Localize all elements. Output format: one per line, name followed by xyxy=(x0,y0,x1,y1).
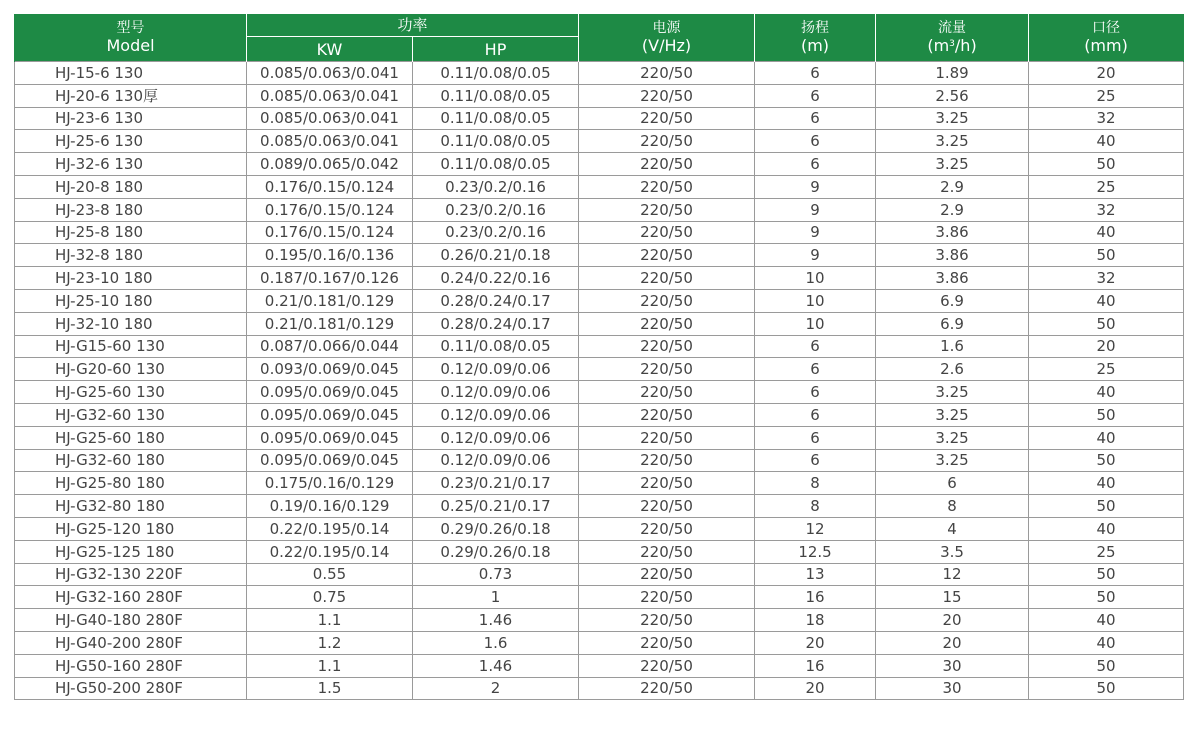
flow-cell: 2.6 xyxy=(876,358,1029,381)
flow-cell: 3.25 xyxy=(876,403,1029,426)
bore-cell: 50 xyxy=(1029,677,1184,700)
power-supply-cell: 220/50 xyxy=(579,563,755,586)
head-cell: 6 xyxy=(755,381,876,404)
bore-cell: 40 xyxy=(1029,472,1184,495)
power-supply-cell: 220/50 xyxy=(579,198,755,221)
bore-cell: 40 xyxy=(1029,221,1184,244)
flow-cell: 3.25 xyxy=(876,381,1029,404)
power-supply-cell: 220/50 xyxy=(579,267,755,290)
bore-cell: 50 xyxy=(1029,244,1184,267)
bore-cell: 50 xyxy=(1029,449,1184,472)
power-supply-cell: 220/50 xyxy=(579,381,755,404)
power-hp-cell: 0.23/0.2/0.16 xyxy=(413,198,579,221)
power-supply-cell: 220/50 xyxy=(579,153,755,176)
table-row xyxy=(15,495,1184,518)
bore-cell: 40 xyxy=(1029,609,1184,632)
power-kw-cell: 0.19/0.16/0.129 xyxy=(247,495,413,518)
power-hp-cell: 0.24/0.22/0.16 xyxy=(413,267,579,290)
model-cell: HJ-25-6 130 xyxy=(15,130,247,153)
power-supply-cell: 220/50 xyxy=(579,677,755,700)
power-hp-cell: 0.11/0.08/0.05 xyxy=(413,84,579,107)
model-cell: HJ-G50-160 280F xyxy=(15,654,247,677)
bore-cell: 50 xyxy=(1029,403,1184,426)
flow-cell: 3.86 xyxy=(876,244,1029,267)
head-cell: 6 xyxy=(755,426,876,449)
bore-cell: 40 xyxy=(1029,381,1184,404)
kw-header: KW xyxy=(247,37,413,62)
power-kw-cell: 0.55 xyxy=(247,563,413,586)
table-row xyxy=(15,449,1184,472)
head-header-en: (m) xyxy=(800,36,830,55)
power-kw-cell: 0.176/0.15/0.124 xyxy=(247,198,413,221)
power-supply-header-en: (V/Hz) xyxy=(641,36,692,55)
table-row xyxy=(15,84,1184,107)
power-kw-cell: 0.087/0.066/0.044 xyxy=(247,335,413,358)
bore-header-cn: 口径 xyxy=(1092,20,1121,36)
power-hp-cell: 1.6 xyxy=(413,631,579,654)
table-row xyxy=(15,289,1184,312)
power-kw-cell: 1.2 xyxy=(247,631,413,654)
flow-cell: 6.9 xyxy=(876,289,1029,312)
head-cell: 6 xyxy=(755,84,876,107)
power-kw-cell: 0.21/0.181/0.129 xyxy=(247,289,413,312)
power-supply-cell: 220/50 xyxy=(579,426,755,449)
head-cell: 10 xyxy=(755,312,876,335)
head-cell: 18 xyxy=(755,609,876,632)
head-header xyxy=(755,14,876,62)
power-hp-cell: 0.28/0.24/0.17 xyxy=(413,312,579,335)
head-header-cn: 扬程 xyxy=(801,20,830,36)
flow-cell: 15 xyxy=(876,586,1029,609)
power-hp-cell: 0.11/0.08/0.05 xyxy=(413,107,579,130)
table-row xyxy=(15,472,1184,495)
power-kw-cell: 0.22/0.195/0.14 xyxy=(247,540,413,563)
model-cell: HJ-G15-60 130 xyxy=(15,335,247,358)
power-kw-cell: 0.176/0.15/0.124 xyxy=(247,175,413,198)
table-row xyxy=(15,609,1184,632)
bore-cell: 32 xyxy=(1029,198,1184,221)
flow-cell: 3.25 xyxy=(876,449,1029,472)
bore-cell: 32 xyxy=(1029,107,1184,130)
power-hp-cell: 0.25/0.21/0.17 xyxy=(413,495,579,518)
flow-cell: 6 xyxy=(876,472,1029,495)
head-cell: 9 xyxy=(755,198,876,221)
head-cell: 6 xyxy=(755,153,876,176)
flow-cell: 3.25 xyxy=(876,107,1029,130)
model-cell: HJ-G25-125 180 xyxy=(15,540,247,563)
power-supply-cell: 220/50 xyxy=(579,221,755,244)
bore-cell: 20 xyxy=(1029,335,1184,358)
bore-cell: 50 xyxy=(1029,495,1184,518)
power-kw-cell: 0.095/0.069/0.045 xyxy=(247,426,413,449)
head-cell: 9 xyxy=(755,175,876,198)
power-hp-cell: 0.28/0.24/0.17 xyxy=(413,289,579,312)
model-cell: HJ-G32-60 130 xyxy=(15,403,247,426)
flow-cell: 1.89 xyxy=(876,62,1029,85)
power-supply-header xyxy=(579,14,755,62)
flow-cell: 6.9 xyxy=(876,312,1029,335)
bore-cell: 40 xyxy=(1029,631,1184,654)
power-supply-cell: 220/50 xyxy=(579,495,755,518)
flow-cell: 30 xyxy=(876,654,1029,677)
flow-cell: 1.6 xyxy=(876,335,1029,358)
table-row xyxy=(15,426,1184,449)
power-hp-cell: 0.26/0.21/0.18 xyxy=(413,244,579,267)
power-kw-cell: 0.187/0.167/0.126 xyxy=(247,267,413,290)
model-cell: HJ-25-10 180 xyxy=(15,289,247,312)
model-cell: HJ-23-10 180 xyxy=(15,267,247,290)
flow-cell: 4 xyxy=(876,517,1029,540)
table-row xyxy=(15,221,1184,244)
head-cell: 6 xyxy=(755,130,876,153)
model-cell: HJ-G20-60 130 xyxy=(15,358,247,381)
bore-cell: 32 xyxy=(1029,267,1184,290)
flow-cell: 2.9 xyxy=(876,175,1029,198)
power-hp-cell: 0.11/0.08/0.05 xyxy=(413,62,579,85)
table-row xyxy=(15,153,1184,176)
power-hp-cell: 0.11/0.08/0.05 xyxy=(413,130,579,153)
head-cell: 6 xyxy=(755,449,876,472)
model-cell: HJ-15-6 130 xyxy=(15,62,247,85)
model-cell: HJ-G32-130 220F xyxy=(15,563,247,586)
model-cell: HJ-25-8 180 xyxy=(15,221,247,244)
flow-unit-sup: 3 xyxy=(949,39,955,49)
table-row xyxy=(15,540,1184,563)
model-cell: HJ-20-8 180 xyxy=(15,175,247,198)
power-kw-cell: 0.176/0.15/0.124 xyxy=(247,221,413,244)
head-cell: 9 xyxy=(755,221,876,244)
head-cell: 20 xyxy=(755,677,876,700)
bore-cell: 50 xyxy=(1029,563,1184,586)
head-cell: 6 xyxy=(755,62,876,85)
table-row xyxy=(15,175,1184,198)
table-header xyxy=(15,14,1184,62)
model-cell: HJ-23-8 180 xyxy=(15,198,247,221)
power-kw-cell: 0.095/0.069/0.045 xyxy=(247,449,413,472)
flow-cell: 2.9 xyxy=(876,198,1029,221)
power-hp-cell: 0.11/0.08/0.05 xyxy=(413,335,579,358)
head-cell: 9 xyxy=(755,244,876,267)
power-hp-cell: 0.11/0.08/0.05 xyxy=(413,153,579,176)
head-cell: 10 xyxy=(755,289,876,312)
bore-cell: 25 xyxy=(1029,540,1184,563)
power-hp-cell: 0.29/0.26/0.18 xyxy=(413,540,579,563)
power-kw-cell: 0.095/0.069/0.045 xyxy=(247,381,413,404)
flow-cell: 3.5 xyxy=(876,540,1029,563)
flow-header-en xyxy=(876,37,1028,55)
model-cell: HJ-G32-60 180 xyxy=(15,449,247,472)
power-kw-cell: 0.21/0.181/0.129 xyxy=(247,312,413,335)
power-kw-cell: 1.1 xyxy=(247,654,413,677)
power-kw-cell: 0.085/0.063/0.041 xyxy=(247,107,413,130)
power-supply-cell: 220/50 xyxy=(579,358,755,381)
model-cell: HJ-G25-60 130 xyxy=(15,381,247,404)
model-cell: HJ-G32-160 280F xyxy=(15,586,247,609)
bore-cell: 40 xyxy=(1029,426,1184,449)
power-hp-cell: 0.12/0.09/0.06 xyxy=(413,449,579,472)
head-cell: 6 xyxy=(755,335,876,358)
bore-cell: 50 xyxy=(1029,153,1184,176)
table-row xyxy=(15,586,1184,609)
power-hp-cell: 0.23/0.2/0.16 xyxy=(413,221,579,244)
power-supply-cell: 220/50 xyxy=(579,289,755,312)
model-cell: HJ-32-8 180 xyxy=(15,244,247,267)
table-row xyxy=(15,107,1184,130)
power-supply-cell: 220/50 xyxy=(579,540,755,563)
power-hp-cell: 0.29/0.26/0.18 xyxy=(413,517,579,540)
power-hp-cell: 1.46 xyxy=(413,609,579,632)
model-cell: HJ-G32-80 180 xyxy=(15,495,247,518)
power-hp-cell: 2 xyxy=(413,677,579,700)
table-body xyxy=(15,62,1184,700)
head-cell: 12 xyxy=(755,517,876,540)
flow-cell: 3.25 xyxy=(876,426,1029,449)
flow-cell: 3.25 xyxy=(876,153,1029,176)
model-header-en: Model xyxy=(106,36,155,55)
power-supply-cell: 220/50 xyxy=(579,654,755,677)
model-cell: HJ-G40-180 280F xyxy=(15,609,247,632)
table-row xyxy=(15,677,1184,700)
power-kw-cell: 0.085/0.063/0.041 xyxy=(247,130,413,153)
table-row xyxy=(15,517,1184,540)
table-row xyxy=(15,267,1184,290)
bore-cell: 20 xyxy=(1029,62,1184,85)
power-supply-cell: 220/50 xyxy=(579,175,755,198)
power-supply-cell: 220/50 xyxy=(579,244,755,267)
head-cell: 13 xyxy=(755,563,876,586)
bore-cell: 50 xyxy=(1029,312,1184,335)
power-hp-cell: 0.23/0.21/0.17 xyxy=(413,472,579,495)
power-supply-cell: 220/50 xyxy=(579,472,755,495)
model-header xyxy=(15,14,247,62)
head-cell: 8 xyxy=(755,495,876,518)
flow-cell: 3.25 xyxy=(876,130,1029,153)
flow-header-cn: 流量 xyxy=(938,20,967,36)
model-cell: HJ-G25-120 180 xyxy=(15,517,247,540)
flow-cell: 3.86 xyxy=(876,221,1029,244)
flow-cell: 2.56 xyxy=(876,84,1029,107)
bore-cell: 50 xyxy=(1029,654,1184,677)
model-cell: HJ-20-6 130厚 xyxy=(15,84,247,107)
bore-cell: 40 xyxy=(1029,130,1184,153)
power-hp-cell: 0.12/0.09/0.06 xyxy=(413,381,579,404)
flow-unit-a: (m xyxy=(927,36,950,55)
head-cell: 16 xyxy=(755,654,876,677)
power-kw-cell: 0.085/0.063/0.041 xyxy=(247,84,413,107)
head-cell: 12.5 xyxy=(755,540,876,563)
head-cell: 8 xyxy=(755,472,876,495)
model-cell: HJ-32-10 180 xyxy=(15,312,247,335)
power-supply-header-cn: 电源 xyxy=(652,20,681,36)
bore-header xyxy=(1029,14,1184,62)
model-cell: HJ-32-6 130 xyxy=(15,153,247,176)
power-kw-cell: 0.22/0.195/0.14 xyxy=(247,517,413,540)
flow-cell: 3.86 xyxy=(876,267,1029,290)
power-kw-cell: 0.089/0.065/0.042 xyxy=(247,153,413,176)
power-supply-cell: 220/50 xyxy=(579,403,755,426)
power-supply-cell: 220/50 xyxy=(579,62,755,85)
table-row xyxy=(15,312,1184,335)
flow-unit-b: /h) xyxy=(954,36,977,55)
power-supply-cell: 220/50 xyxy=(579,609,755,632)
power-kw-cell: 0.75 xyxy=(247,586,413,609)
power-supply-cell: 220/50 xyxy=(579,517,755,540)
bore-cell: 25 xyxy=(1029,358,1184,381)
power-supply-cell: 220/50 xyxy=(579,84,755,107)
bore-cell: 40 xyxy=(1029,289,1184,312)
header-row-top xyxy=(15,14,1184,37)
power-supply-cell: 220/50 xyxy=(579,312,755,335)
table-row xyxy=(15,62,1184,85)
power-supply-cell: 220/50 xyxy=(579,130,755,153)
model-cell: HJ-23-6 130 xyxy=(15,107,247,130)
bore-cell: 25 xyxy=(1029,84,1184,107)
flow-cell: 8 xyxy=(876,495,1029,518)
flow-cell: 30 xyxy=(876,677,1029,700)
table-row xyxy=(15,244,1184,267)
power-header: 功率 xyxy=(247,14,579,37)
head-cell: 6 xyxy=(755,358,876,381)
head-cell: 6 xyxy=(755,107,876,130)
table-row xyxy=(15,358,1184,381)
flow-cell: 12 xyxy=(876,563,1029,586)
table-row xyxy=(15,130,1184,153)
power-kw-cell: 0.175/0.16/0.129 xyxy=(247,472,413,495)
flow-header xyxy=(876,14,1029,62)
table-row xyxy=(15,563,1184,586)
table-row xyxy=(15,631,1184,654)
table-row xyxy=(15,403,1184,426)
bore-header-en: (mm) xyxy=(1084,36,1128,55)
flow-cell: 20 xyxy=(876,609,1029,632)
power-supply-cell: 220/50 xyxy=(579,586,755,609)
table-row xyxy=(15,654,1184,677)
power-supply-cell: 220/50 xyxy=(579,335,755,358)
model-cell: HJ-G25-80 180 xyxy=(15,472,247,495)
power-hp-cell: 1 xyxy=(413,586,579,609)
pump-spec-table xyxy=(14,14,1184,700)
power-kw-cell: 1.5 xyxy=(247,677,413,700)
flow-cell: 20 xyxy=(876,631,1029,654)
table-row xyxy=(15,198,1184,221)
power-supply-cell: 220/50 xyxy=(579,107,755,130)
hp-header: HP xyxy=(413,37,579,62)
power-supply-cell: 220/50 xyxy=(579,449,755,472)
power-hp-cell: 0.12/0.09/0.06 xyxy=(413,403,579,426)
bore-cell: 40 xyxy=(1029,517,1184,540)
model-cell: HJ-G25-60 180 xyxy=(15,426,247,449)
table-row xyxy=(15,381,1184,404)
power-hp-cell: 1.46 xyxy=(413,654,579,677)
head-cell: 6 xyxy=(755,403,876,426)
head-cell: 20 xyxy=(755,631,876,654)
power-kw-cell: 0.093/0.069/0.045 xyxy=(247,358,413,381)
power-hp-cell: 0.23/0.2/0.16 xyxy=(413,175,579,198)
power-hp-cell: 0.12/0.09/0.06 xyxy=(413,426,579,449)
model-cell: HJ-G50-200 280F xyxy=(15,677,247,700)
model-header-cn: 型号 xyxy=(116,20,145,36)
power-supply-cell: 220/50 xyxy=(579,631,755,654)
power-kw-cell: 0.095/0.069/0.045 xyxy=(247,403,413,426)
power-kw-cell: 0.195/0.16/0.136 xyxy=(247,244,413,267)
power-kw-cell: 0.085/0.063/0.041 xyxy=(247,62,413,85)
power-kw-cell: 1.1 xyxy=(247,609,413,632)
head-cell: 10 xyxy=(755,267,876,290)
table-row xyxy=(15,335,1184,358)
power-hp-cell: 0.12/0.09/0.06 xyxy=(413,358,579,381)
bore-cell: 50 xyxy=(1029,586,1184,609)
bore-cell: 25 xyxy=(1029,175,1184,198)
head-cell: 16 xyxy=(755,586,876,609)
model-cell: HJ-G40-200 280F xyxy=(15,631,247,654)
power-hp-cell: 0.73 xyxy=(413,563,579,586)
